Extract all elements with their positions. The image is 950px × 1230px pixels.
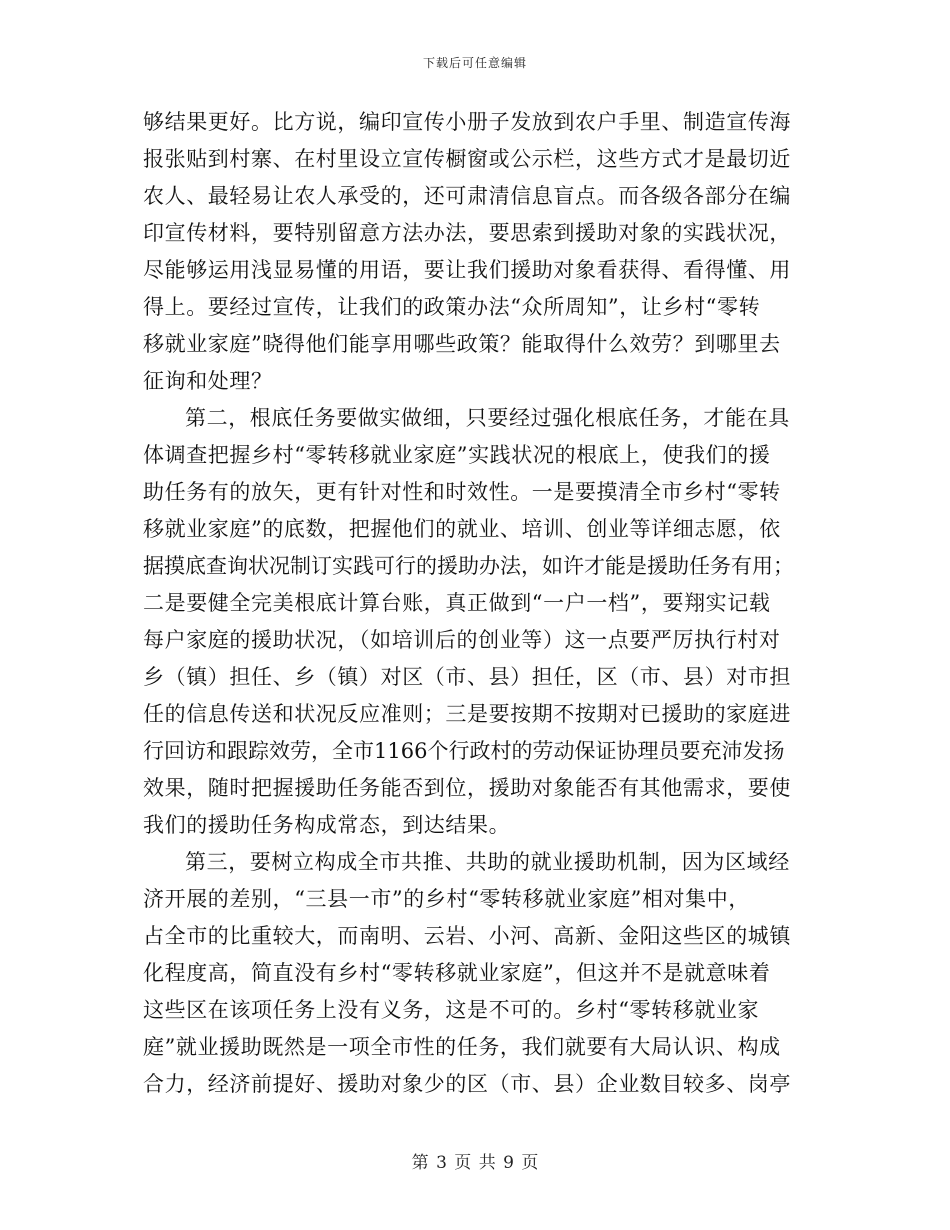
text-line: 乡（镇）担任、乡（镇）对区（市、县）担任，区（市、县）对市担: [143, 665, 791, 689]
text-line: 庭”就业援助既然是一项全市性的任务，我们就要有大局认识、构成: [143, 1035, 781, 1059]
text-line: 够结果更好。比方说，编印宣传小册子发放到农户手里、制造宣传海: [143, 110, 791, 134]
text-line: 二是要健全完美根底计算台账，真正做到“一户一档”，要翔实记载: [143, 591, 771, 615]
text-line: 体调查把握乡村“零转移就业家庭”实践状况的根底上，使我们的援: [143, 443, 771, 467]
text-line: 助任务有的放矢，更有针对性和时效性。一是要摸清全市乡村“零转: [143, 480, 781, 504]
text-line: 尽能够运用浅显易懂的用语，要让我们援助对象看获得、看得懂、用: [143, 258, 791, 282]
text-line: 化程度高，简直没有乡村“零转移就业家庭”，但这并不是就意味着: [143, 961, 771, 985]
page-header: 下载后可任意编辑: [422, 56, 527, 70]
text-line: 占全市的比重较大，而南明、云岩、小河、高新、金阳这些区的城镇: [143, 924, 791, 948]
text-line: 任的信息传送和状况反应准则；三是要按期不按期对已援助的家庭进: [143, 702, 791, 726]
text-line: 这些区在该项任务上没有义务，这是不可的。乡村“零转移就业家: [143, 998, 760, 1022]
text-line: 据摸底查询状况制订实践可行的援助办法，如许才能是援助任务有用；: [143, 554, 794, 578]
text-line: 移就业家庭”的底数，把握他们的就业、培训、创业等详细志愿，依: [143, 517, 781, 541]
text-line: 得上。要经过宣传，让我们的政策办法“众所周知”，让乡村“零转: [143, 295, 761, 319]
body-text: [143, 104, 798, 1103]
text-line: 济开展的差别，“三县一市”的乡村“零转移就业家庭”相对集中，: [143, 887, 750, 911]
paragraph-start-line: 第三，要树立构成全市共推、共助的就业援助机制，因为区域经: [185, 850, 790, 874]
text-line: 效果，随时把握援助任务能否到位，援助对象能否有其他需求，要使: [143, 776, 791, 800]
page-number-footer: 第 3 页 共 9 页: [411, 1153, 539, 1173]
text-line: 报张贴到村寨、在村里设立宣传橱窗或公示栏，这些方式才是最切近: [143, 147, 791, 171]
text-line: 每户家庭的援助状况，（如培训后的创业等）这一点要严厉执行村对: [143, 628, 781, 652]
text-line: 行回访和跟踪效劳，全市1166个行政村的劳动保证协理员要充沛发扬: [143, 739, 785, 763]
text-line: 移就业家庭”晓得他们能享用哪些政策？能取得什么效劳？到哪里去: [143, 332, 781, 356]
text-line: 农人、最轻易让农人承受的，还可肃清信息盲点。而各级各部分在编: [143, 184, 791, 208]
paragraph-start-line: 第二，根底任务要做实做细，只要经过强化根底任务，才能在具: [185, 406, 790, 430]
text-line: 印宣传材料，要特别留意方法办法，要思索到援助对象的实践状况，: [143, 221, 791, 245]
text-line: 合力，经济前提好、援助对象少的区（市、县）企业数目较多、岗亭: [143, 1072, 791, 1096]
text-line: 征询和处理？: [143, 369, 273, 393]
text-line: 我们的援助任务构成常态，到达结果。: [143, 813, 511, 837]
